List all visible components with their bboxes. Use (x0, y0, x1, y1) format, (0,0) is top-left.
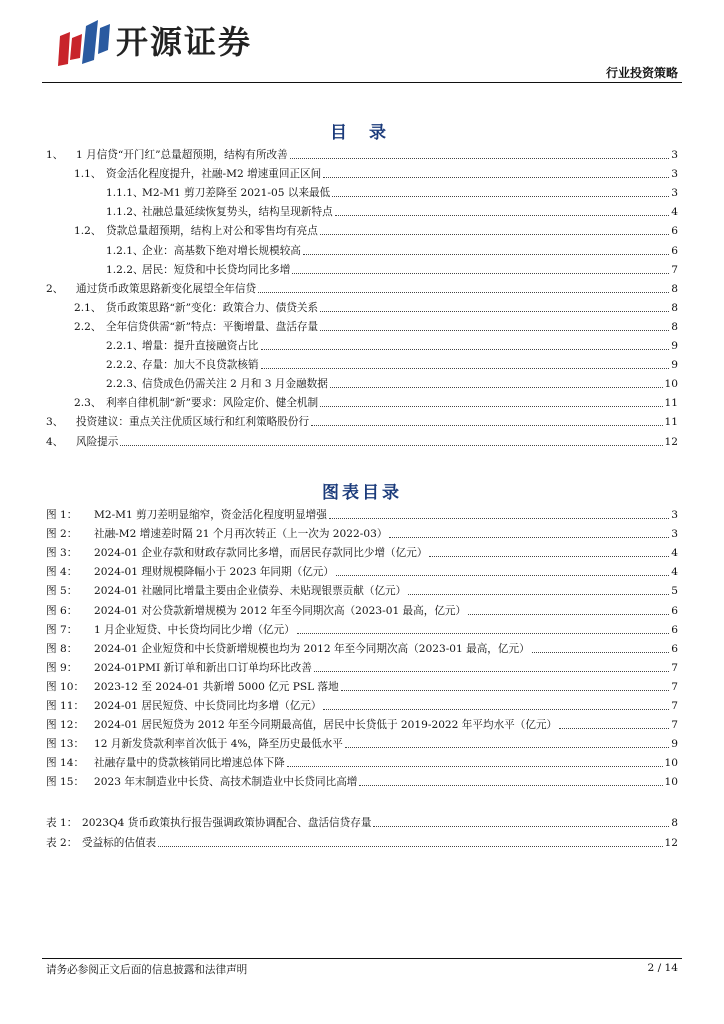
dot-leader (373, 826, 669, 827)
entry-number: 图 2： (46, 528, 78, 541)
entry-title: 2023-12 至 2024-01 共新增 5000 亿元 PSL 落地 (94, 680, 339, 693)
entry-number: 3、 (46, 416, 64, 429)
dot-leader (320, 234, 669, 235)
entry-title: 贷款总量超预期，结构上对公和零售均有亮点 (106, 225, 318, 238)
toc-entry[interactable] (106, 242, 678, 261)
entry-page: 4 (671, 566, 678, 579)
entry-title: 社融-M2 增速差时隔 21 个月再次转正（上一次为 2022-03） (94, 528, 388, 541)
figure-entry[interactable] (46, 678, 678, 697)
dot-leader (320, 311, 669, 312)
dot-leader (261, 349, 670, 350)
toc-entry[interactable] (46, 280, 678, 299)
entry-number: 图 5： (46, 585, 78, 598)
entry-page: 3 (671, 187, 678, 200)
entry-title: 2024-01PMI 新订单和新出口订单均环比改善 (94, 661, 312, 674)
figure-entry[interactable] (46, 602, 678, 621)
figure-entry[interactable] (46, 563, 678, 582)
toc-entry[interactable] (74, 165, 678, 184)
figures-title: 图表目录 (322, 483, 402, 503)
entry-title: 2023Q4 货币政策执行报告强调政策协调配合、盘活信贷存量 (82, 817, 372, 829)
toc-entry[interactable] (106, 203, 678, 222)
footer-divider (42, 958, 682, 959)
toc-entry[interactable] (46, 433, 678, 452)
entry-number: 图 14： (46, 757, 85, 770)
entry-number: 图 10： (46, 680, 85, 693)
toc-entry[interactable] (46, 413, 678, 432)
entry-page: 6 (671, 244, 678, 257)
toc-entry[interactable] (106, 356, 678, 375)
entry-title: 受益标的估值表 (82, 837, 157, 849)
dot-leader (258, 292, 669, 293)
toc-entry[interactable] (74, 299, 678, 318)
entry-page: 9 (671, 359, 678, 372)
entry-page: 7 (671, 661, 678, 674)
toc-title: 目 录 (330, 123, 394, 143)
figure-entry[interactable] (46, 834, 678, 853)
dot-leader (297, 633, 669, 634)
entry-title: M2-M1 剪刀差明显缩窄，资金活化程度明显增强 (94, 509, 327, 521)
entry-number: 1、 (46, 149, 64, 161)
entry-number: 图 12： (46, 719, 85, 732)
figure-entry[interactable] (46, 814, 678, 833)
entry-title: 风险提示 (76, 435, 119, 448)
entry-page: 10 (664, 776, 678, 789)
entry-page: 12 (664, 837, 678, 849)
page-header (0, 0, 724, 90)
entry-number: 图 15： (46, 776, 85, 789)
dot-leader (332, 196, 669, 197)
entry-number: 2.2.3、 (106, 378, 144, 391)
dot-leader (261, 368, 670, 369)
entry-number: 图 6： (46, 604, 78, 617)
dot-leader (158, 846, 662, 847)
figure-entry[interactable] (46, 716, 678, 735)
dot-leader (408, 594, 669, 595)
entry-title: 2024-01 居民短贷、中长贷同比均多增（亿元） (94, 700, 322, 712)
entry-number: 1.1.2、 (106, 206, 144, 219)
entry-page: 9 (671, 340, 678, 352)
entry-title: 2024-01 企业存款和财政存款同比多增，而居民存款同比少增（亿元） (94, 547, 428, 560)
dot-leader (359, 785, 662, 786)
entry-page: 11 (664, 416, 678, 429)
entry-page: 3 (671, 168, 678, 181)
entry-title: M2-M1 剪刀差降至 2021-05 以来最低 (142, 187, 331, 200)
dot-leader (329, 518, 669, 519)
figure-entry[interactable] (46, 621, 678, 640)
entry-number: 2.2.2、 (106, 359, 144, 372)
entry-number: 1.1、 (74, 168, 102, 181)
toc-entry[interactable] (74, 222, 678, 241)
entry-page: 7 (671, 700, 678, 712)
entry-page: 10 (664, 757, 678, 770)
entry-page: 11 (664, 397, 678, 410)
dot-leader (335, 215, 670, 216)
entry-page: 8 (671, 817, 678, 829)
entry-number: 2.2、 (74, 320, 102, 333)
entry-number: 1.2、 (74, 225, 102, 238)
entry-number: 图 3： (46, 547, 78, 560)
figure-entry[interactable] (46, 640, 678, 659)
entry-title: 居民：短贷和中长贷均同比多增 (142, 263, 291, 276)
figure-entry[interactable] (46, 697, 678, 716)
entry-title: 1 月信贷“开门红”总量超预期，结构有所改善 (76, 149, 288, 161)
entry-page: 8 (671, 301, 678, 314)
dot-leader (336, 575, 669, 576)
entry-number: 图 4： (46, 566, 78, 579)
entry-number: 1.2.2、 (106, 263, 144, 276)
entry-page: 8 (671, 282, 678, 295)
entry-number: 图 9： (46, 661, 78, 674)
figure-entry[interactable] (46, 582, 678, 601)
dot-leader (303, 254, 669, 255)
entry-page: 3 (671, 149, 678, 161)
entry-page: 7 (671, 719, 678, 732)
entry-page: 4 (671, 547, 678, 560)
figure-entry[interactable] (46, 659, 678, 678)
entry-page: 7 (671, 680, 678, 693)
dot-leader (323, 177, 669, 178)
entry-number: 表 1： (46, 817, 78, 829)
entry-title: 2023 年末制造业中长贷、高技术制造业中长贷同比高增 (94, 776, 358, 789)
entry-number: 图 13： (46, 738, 85, 751)
entry-page: 5 (671, 585, 678, 598)
toc-entry[interactable] (106, 184, 678, 203)
dot-leader (320, 330, 669, 331)
dot-leader (330, 387, 663, 388)
entry-page: 6 (671, 225, 678, 238)
entry-title: 2024-01 社融同比增量主要由企业债券、未贴现银票贡献（亿元） (94, 585, 407, 598)
figure-entry[interactable] (46, 754, 678, 773)
entry-title: 社融存量中的贷款核销同比增速总体下降 (94, 757, 285, 770)
toc-entry[interactable] (106, 375, 678, 394)
dot-leader (120, 445, 662, 446)
entry-title: 2024-01 理财规模降幅小于 2023 年同期（亿元） (94, 566, 334, 579)
entry-page: 12 (664, 435, 678, 448)
entry-title: 2024-01 居民短贷为 2012 年至今同期最高值，居民中长贷低于 2019-2022 年平均水平（亿元） (94, 719, 558, 732)
entry-number: 2.1、 (74, 301, 102, 314)
toc-entry[interactable] (46, 146, 678, 165)
dot-leader (314, 671, 669, 672)
figure-entry[interactable] (46, 506, 678, 525)
figure-entry[interactable] (46, 773, 678, 792)
page-number: 2 / 14 (647, 962, 678, 974)
entry-number: 1.1.1、 (106, 187, 144, 200)
entry-title: 货币政策思路“新”变化：政策合力、债贷关系 (106, 301, 319, 314)
dot-leader (287, 766, 663, 767)
entry-page: 6 (671, 642, 678, 655)
entry-title: 利率自律机制“新”要求：风险定价、健全机制 (106, 397, 319, 410)
dot-leader (532, 652, 670, 653)
dot-leader (429, 556, 669, 557)
dot-leader (468, 614, 669, 615)
dot-leader (345, 747, 669, 748)
entry-title: 通过货币政策思路新变化展望全年信贷 (76, 282, 257, 295)
dot-leader (311, 425, 662, 426)
entry-page: 10 (664, 378, 678, 391)
dot-leader (389, 537, 669, 538)
footer-disclaimer: 请务必参阅正文后面的信息披露和法律声明 (46, 964, 248, 976)
entry-number: 4、 (46, 435, 64, 448)
entry-page: 7 (671, 263, 678, 276)
entry-title: 2024-01 企业短贷和中长贷新增规模也均为 2012 年至今同期次高（2023-01 最高，亿元） (94, 642, 530, 655)
dot-leader (320, 406, 662, 407)
entry-page: 6 (671, 623, 678, 636)
header-divider (42, 82, 682, 83)
figure-entry[interactable] (46, 525, 678, 544)
entry-title: 1 月企业短贷、中长贷均同比少增（亿元） (94, 623, 295, 636)
entry-number: 2.2.1、 (106, 340, 144, 352)
logo-wordmark: 开源证券 (116, 23, 253, 61)
entry-title: 信贷成色仍需关注 2 月和 3 月金融数据 (142, 378, 328, 391)
entry-title: 投资建议：重点关注优质区域行和红利策略股份行 (76, 416, 310, 429)
document-type: 行业投资策略 (605, 66, 678, 80)
entry-number: 图 7： (46, 623, 78, 636)
entry-number: 1.2.1、 (106, 244, 144, 257)
entry-page: 8 (671, 320, 678, 333)
dot-leader (323, 709, 669, 710)
entry-page: 6 (671, 604, 678, 617)
entry-title: 企业：高基数下绝对增长规模较高 (142, 244, 301, 257)
toc-entry[interactable] (74, 318, 678, 337)
figure-entry[interactable] (46, 735, 678, 754)
entry-number: 表 2： (46, 837, 78, 849)
entry-title: 增量：提升直接融资占比 (142, 340, 259, 352)
entry-number: 图 8： (46, 642, 78, 655)
entry-title: 存量：加大不良贷款核销 (142, 359, 259, 372)
entry-number: 图 1： (46, 509, 78, 521)
entry-number: 图 11： (46, 700, 85, 712)
entry-title: 资金活化程度提升，社融-M2 增速重回正区间 (106, 168, 322, 181)
figure-entry[interactable] (46, 544, 678, 563)
dot-leader (559, 728, 669, 729)
toc-entry[interactable] (106, 261, 678, 280)
dot-leader (290, 158, 670, 159)
entry-title: 全年信贷供需“新”特点：平衡增量、盘活存量 (106, 320, 319, 333)
entry-title: 12 月新发贷款利率首次低于 4%，降至历史最低水平 (94, 738, 343, 751)
toc-entry[interactable] (74, 394, 678, 413)
entry-page: 4 (671, 206, 678, 219)
dot-leader (292, 273, 669, 274)
entry-page: 3 (671, 528, 678, 541)
entry-page: 3 (671, 509, 678, 521)
entry-title: 社融总量延续恢复势头，结构呈现新特点 (142, 206, 333, 219)
dot-leader (341, 690, 670, 691)
entry-number: 2.3、 (74, 397, 102, 410)
entry-page: 9 (671, 738, 678, 751)
toc-entry[interactable] (106, 337, 678, 356)
kaiyuan-logo-icon (58, 20, 110, 66)
entry-number: 2、 (46, 282, 64, 295)
entry-title: 2024-01 对公贷款新增规模为 2012 年至今同期次高（2023-01 最高，亿元） (94, 604, 467, 617)
